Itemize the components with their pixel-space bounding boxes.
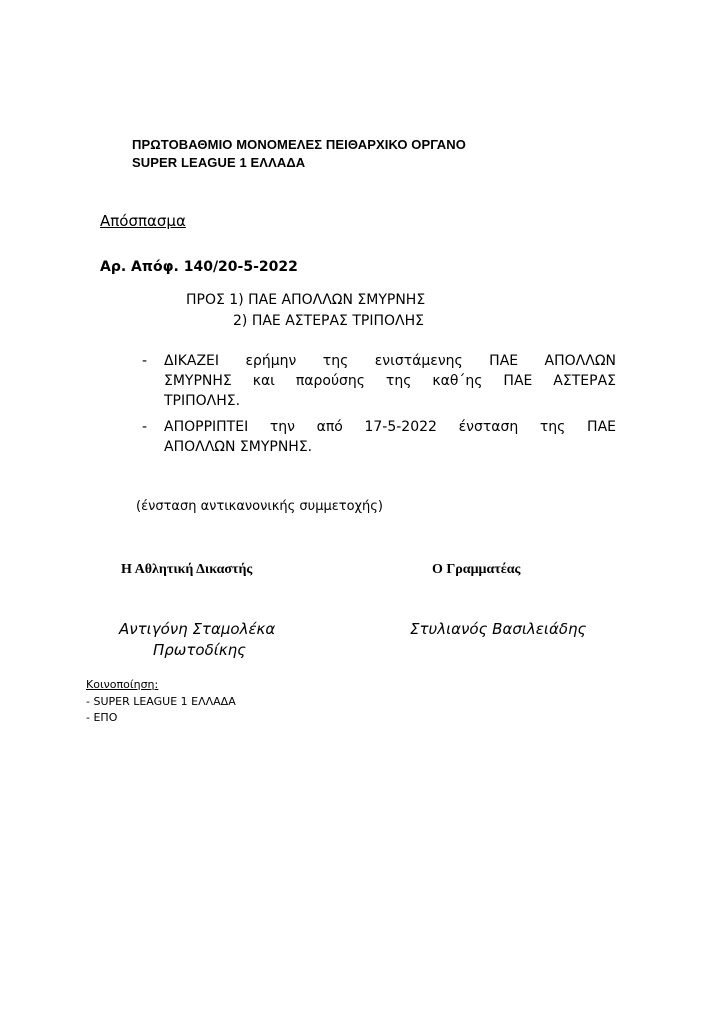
recipients-line-2: 2) ΠΑΕ ΑΣΤΕΡΑΣ ΤΡΙΠΟΛΗΣ xyxy=(233,313,424,329)
document-type: Απόσπασμα xyxy=(100,212,186,230)
notification-label: Κοινοποίηση: xyxy=(86,678,159,691)
notification-item-2: - ΕΠΟ xyxy=(86,711,118,724)
signature-right-title: Ο Γραμματέας xyxy=(432,562,521,577)
item-2-line-2: ΑΠΟΛΛΩΝ ΣΜΥΡΝΗΣ. xyxy=(164,439,313,455)
item-1-text xyxy=(164,351,616,411)
item-1-line-2: ΣΜΥΡΝΗΣ και παρούσης της καθ΄ης ΠΑΕ ΑΣΤΕΡΑΣ xyxy=(164,373,616,389)
signature-left-title: Η Αθλητική Δικαστής xyxy=(121,562,253,577)
note: (ένσταση αντικανονικής συμμετοχής) xyxy=(136,499,383,514)
header-line-2: SUPER LEAGUE 1 ΕΛΛΑΔΑ xyxy=(132,155,306,170)
item-2-dash: - xyxy=(142,419,148,435)
item-1-line-1: ΔΙΚΑΖΕΙ ερήμην της ενιστάμενης ΠΑΕ ΑΠΟΛΛΩΝ xyxy=(164,353,616,369)
recipients-line-1: ΠΡΟΣ 1) ΠΑΕ ΑΠΟΛΛΩΝ ΣΜΥΡΝΗΣ xyxy=(186,292,426,308)
item-2-text xyxy=(164,417,616,457)
decision-number: Αρ. Απόφ. 140/20-5-2022 xyxy=(100,259,298,275)
item-2-line-1: ΑΠΟΡΡΙΠΤΕΙ την από 17-5-2022 ένσταση της ΠΑΕ xyxy=(164,419,616,435)
item-1-line-3: ΤΡΙΠΟΛΗΣ. xyxy=(164,393,241,409)
item-1-dash: - xyxy=(142,353,148,369)
signature-right-name: Στυλιανός Βασιλειάδης xyxy=(410,620,587,638)
signature-left-role: Πρωτοδίκης xyxy=(153,641,246,659)
header-line-1: ΠΡΩΤΟΒΑΘΜΙΟ ΜΟΝΟΜΕΛΕΣ ΠΕΙΘΑΡΧΙΚΟ ΟΡΓΑΝΟ xyxy=(132,137,466,152)
notification-item-1: - SUPER LEAGUE 1 ΕΛΛΑΔΑ xyxy=(86,695,236,708)
signature-left-name: Αντιγόνη Σταμολέκα xyxy=(119,620,276,638)
